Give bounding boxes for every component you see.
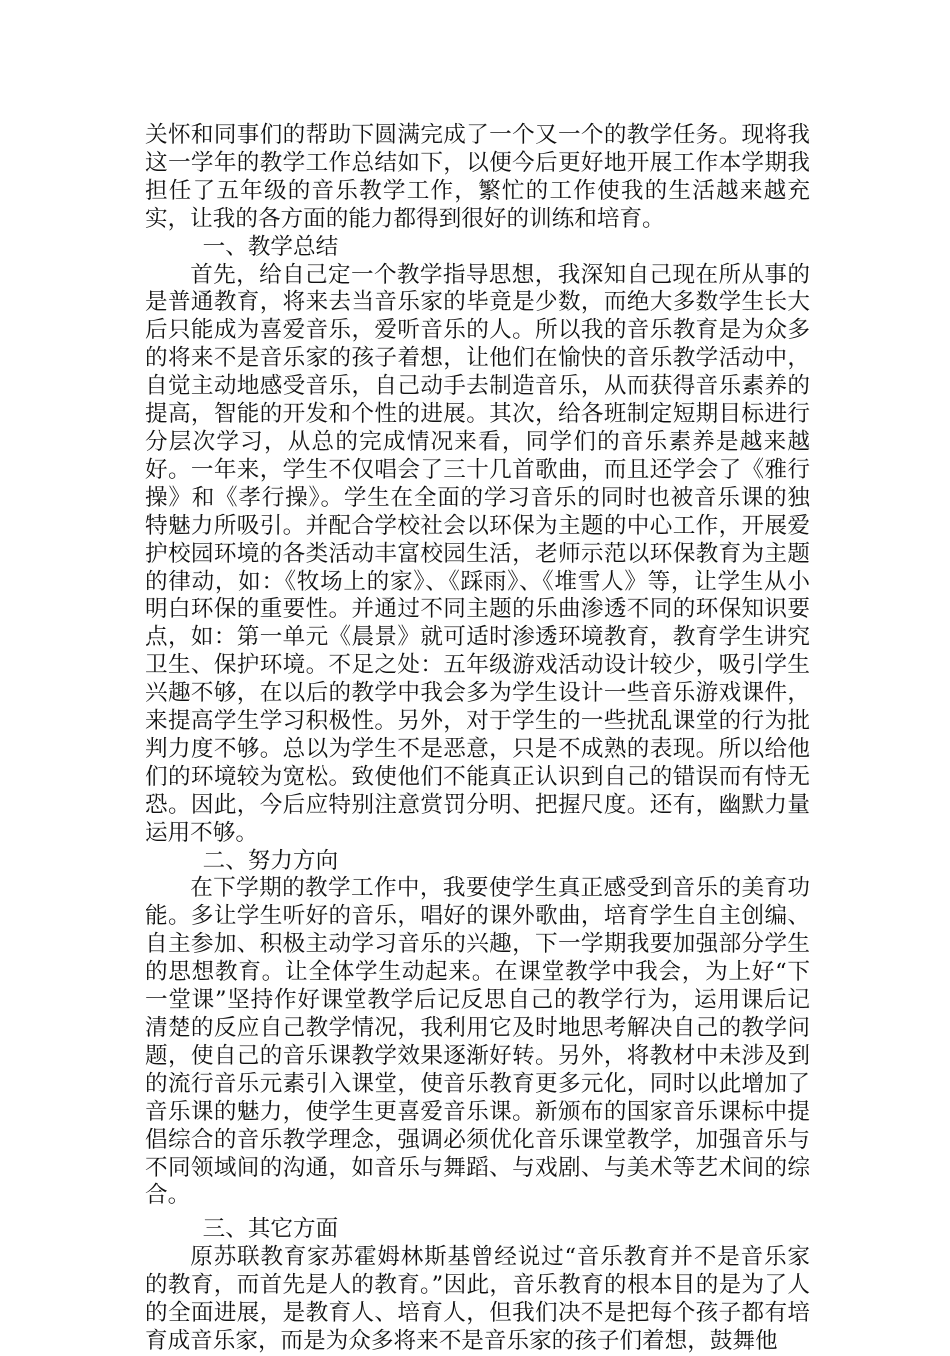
section-heading-direction: 二、努力方向 <box>202 847 339 874</box>
document-body <box>145 122 810 1356</box>
section-body-teaching-summary: 首先，给自己定一个教学指导思想，我深知自己现在所从事的是普通教育，将来去当音乐家的毕竟是少数，而绝大多数学生长大后只能成为喜爱音乐，爱听音乐的人。所以我的音乐教育是为众多的将来不是音乐家的孩子着想，让他们在愉快的音乐教学活动中，自觉主动地感受音乐，自己动手去制造音乐，从而获得音乐素养的提高，智能的开发和个性的进展。其次，给各班制定短期目标进行分层次学习，从总的完成情况来看，同学们的音乐素养是越来越好。一年来，学生不仅唱会了三十几首歌曲，而且还学会了《雅行操》和《孝行操》。学生在全面的学习音乐的同时也被音乐课的独特魅力所吸引。并配合学校社会以环保为主题的中心工作，开展爱护校园环境的各类活动丰富校园生活，老师示范以环保教育为主题的律动，如：《牧场上的家》、《踩雨》、《堆雪人》等，让学生从小明白环保的重要性。并通过不同主题的乐曲渗透不同的环保知识要点，如：第一单元《晨景》就可适时渗透环境教育，教育学生讲究卫生、保护环境。不足之处：五年级游戏活动设计较少，吸引学生兴趣不够，在以后的教学中我会多为学生设计一些音乐游戏课件，来提高学生学习积极性。另外，对于学生的一些扰乱课堂的行为批判力度不够。总以为学生不是恶意，只是不成熟的表现。所以给他们的环境较为宽松。致使他们不能真正认识到自己的错误而有恃无恐。因此，今后应特别注意赏罚分明、把握尺度。还有，幽默力量运用不够。 <box>145 261 810 846</box>
section-heading-teaching-summary: 一、教学总结 <box>202 233 339 260</box>
intro-paragraph: 关怀和同事们的帮助下圆满完成了一个又一个的教学任务。现将我这一学年的教学工作总结如下，以便今后更好地开展工作本学期我担任了五年级的音乐教学工作，繁忙的工作使我的生活越来越充实，让我的各方面的能力都得到很好的训练和培育。 <box>145 122 810 232</box>
section-heading-other: 三、其它方面 <box>202 1216 339 1243</box>
section-body-direction: 在下学期的教学工作中，我要使学生真正感受到音乐的美育功能。多让学生听好的音乐，唱好的课外歌曲，培育学生自主创编、自主参加、积极主动学习音乐的兴趣，下一学期我要加强部分学生的思想教育。让全体学生动起来。在课堂教学中我会，为上好“下一堂课”坚持作好课堂教学后记反思自己的教学行为，运用课后记清楚的反应自己教学情况，我利用它及时地思考解决自己的教学问题，使自己的音乐课教学效果逐渐好转。另外，将教材中未涉及到的流行音乐元素引入课堂，使音乐教育更多元化，同时以此增加了音乐课的魅力，使学生更喜爱音乐课。新颁布的国家音乐课标中提倡综合的音乐教学理念，强调必须优化音乐课堂教学，加强音乐与不同领域间的沟通，如音乐与舞蹈、与戏剧、与美术等艺术间的综合。 <box>145 875 810 1209</box>
section-body-other: 原苏联教育家苏霍姆林斯基曾经说过“音乐教育并不是音乐家的教育，而首先是人的教育。”因此，音乐教育的根本目的是为了人的全面进展，是教育人、培育人，但我们决不是把每个孩子都有培育成音乐家，而是为众多将来不是音乐家的孩子们着想，鼓舞他 <box>145 1244 810 1354</box>
